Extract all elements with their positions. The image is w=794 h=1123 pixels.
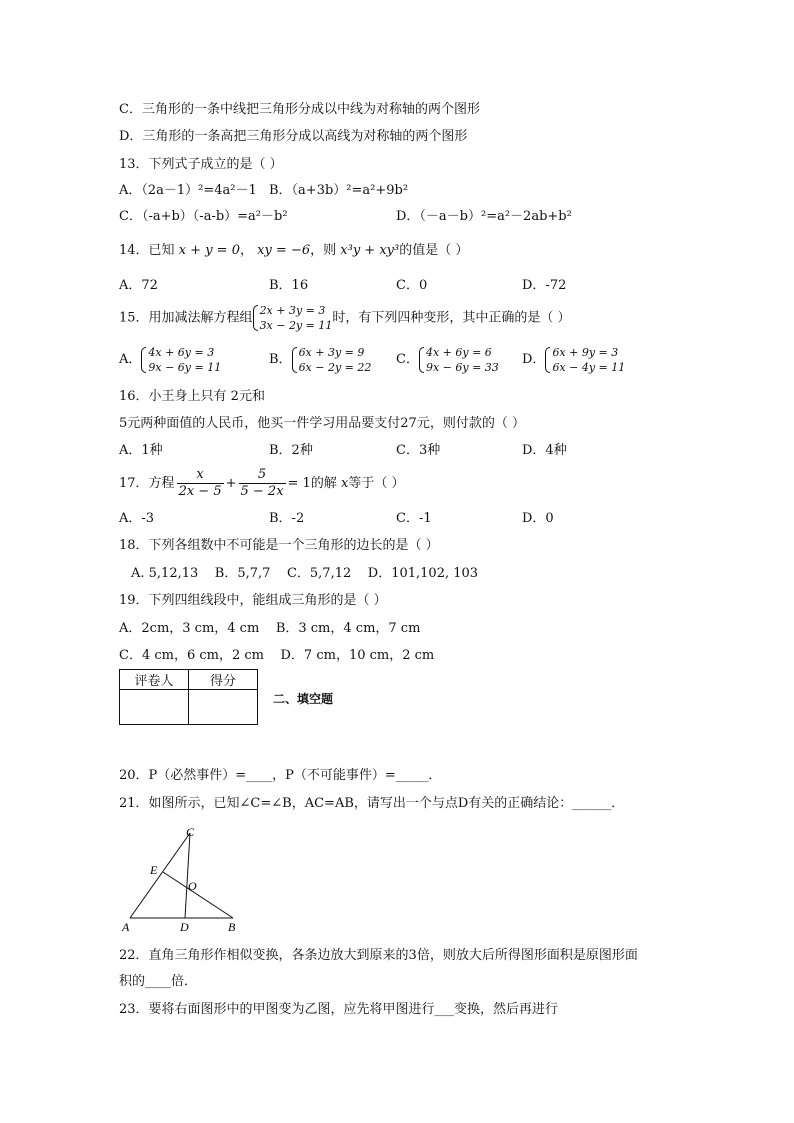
- q16-option-a: A．1种: [119, 443, 163, 458]
- score-table-header-score: 得分: [189, 670, 258, 690]
- q13-option-a: A．（2a－1）²=4a²－1: [119, 183, 257, 198]
- segment-ac: [130, 833, 190, 918]
- label-b: B: [228, 920, 236, 934]
- q13-option-c: C．（-a+b）（-a-b）=a²－b²: [119, 209, 288, 224]
- q15-text-1: 用加减法解方程组: [148, 310, 253, 326]
- q17-stem: [119, 466, 404, 502]
- q15-b-eq2: 6x − 2y = 22: [298, 360, 372, 374]
- q14-math-1: x + y = 0: [178, 243, 240, 258]
- label-d: D: [180, 920, 189, 934]
- label-c: C: [186, 825, 195, 839]
- section-title: 二、填空题: [273, 692, 334, 706]
- q19-options-line-1: A．2cm，3 cm，4 cm B．3 cm，4 cm，7 cm: [119, 621, 421, 636]
- score-table-score-cell: [189, 690, 258, 725]
- q15-label-c: C．: [396, 352, 419, 367]
- q17-option-c: C．-1: [396, 511, 432, 526]
- q14-math-2: xy = −6: [257, 243, 311, 258]
- label-e: E: [150, 863, 158, 877]
- q15-system-d: [545, 345, 625, 375]
- q15-number: 15．: [119, 310, 149, 326]
- q19-options-line-2: C．4 cm，6 cm，2 cm D．7 cm，10 cm，2 cm: [119, 648, 435, 663]
- q15-system-a: [141, 345, 221, 375]
- q15-b-eq1: 6x + 3y = 9: [298, 345, 365, 359]
- q14-number: 14．: [119, 243, 149, 258]
- q17-var: x: [340, 476, 349, 491]
- q15-option-c: [396, 343, 499, 377]
- segment-cd: [185, 833, 190, 918]
- q13-option-b: B．（a+3b）²=a²+9b²: [269, 183, 409, 198]
- q15-label-a: A．: [119, 352, 142, 367]
- q15-option-b: [269, 343, 371, 377]
- q16-line-2: 5元两种面值的人民币，他买一件学习用品要支付27元，则付款的（ ）: [119, 416, 525, 431]
- q19-stem: 19．下列四组线段中，能组成三角形的是（ ）: [119, 593, 387, 608]
- q15-option-d: [522, 343, 625, 377]
- q14-option-c: C．0: [396, 278, 428, 293]
- q15-a-eq1: 4x + 6y = 3: [148, 345, 215, 359]
- q17-equals: = 1: [287, 476, 311, 491]
- q15-system: [253, 303, 333, 333]
- q14-sep: ，: [239, 243, 253, 258]
- label-o: O: [188, 879, 197, 893]
- q20: 20．P（必然事件）=____，P（不可能事件）=_____．: [119, 768, 442, 783]
- q13-option-d: D．（－a－b）²=a²－2ab+b²: [396, 209, 572, 224]
- q15-system-b: [292, 345, 372, 375]
- q15-c-eq1: 4x + 6y = 6: [425, 345, 492, 359]
- q16-option-b: B．2种: [269, 443, 313, 458]
- q14-option-b: B．16: [269, 278, 309, 293]
- q12-option-c: C．三角形的一条中线把三角形分成以中线为对称轴的两个图形: [119, 102, 480, 117]
- q15-label-b: B．: [269, 352, 292, 367]
- q17-option-d: D．0: [522, 511, 554, 526]
- q17-text-1: 方程: [148, 476, 175, 491]
- q22-line-1: 22．直角三角形作相似变换，各条边放大到原来的3倍，则放大后所得图形面积是原图形面: [119, 948, 638, 963]
- q17-text-2: 的解: [310, 476, 337, 491]
- q14-option-d: D．-72: [522, 278, 567, 293]
- q16-option-d: D．4种: [522, 443, 567, 458]
- q17-text-3: 等于（ ）: [348, 476, 405, 491]
- score-table-grader-cell: [120, 690, 189, 725]
- q17-number: 17．: [119, 476, 149, 491]
- q14-stem: [119, 242, 468, 260]
- q17-fraction-2: [239, 467, 286, 500]
- q18-options: A. 5,12,13 B．5,7,7 C．5,7,12 D．101,102, 103: [131, 566, 479, 581]
- q15-a-eq2: 9x − 6y = 11: [148, 360, 222, 374]
- q15-option-a: [119, 343, 221, 377]
- q12-option-d: D．三角形的一条高把三角形分成以高线为对称轴的两个图形: [119, 129, 468, 144]
- q18-stem: 18．下列各组数中不可能是一个三角形的边长的是（ ）: [119, 538, 439, 553]
- q14-math-3: x³y + xy³: [340, 243, 400, 258]
- q17-f1-denominator: 2x − 5: [178, 484, 222, 499]
- q17-f2-denominator: 5 − 2x: [240, 484, 284, 499]
- triangle-figure: [120, 822, 250, 934]
- q14-text-1: 已知: [148, 243, 175, 258]
- q17-option-b: B．-2: [269, 511, 305, 526]
- q21: 21．如图所示，已知∠C=∠B，AC=AB，请写出一个与点D有关的正确结论：______．: [119, 796, 625, 811]
- q17-plus: +: [225, 476, 237, 491]
- q14-text-3: 的值是（ ）: [399, 243, 469, 258]
- q15-text-2: 时，有下列四种变形，其中正确的是（ ）: [332, 310, 571, 326]
- q15-equation-2: 3x − 2y = 11: [259, 319, 333, 332]
- q22-line-2: 积的____倍．: [119, 974, 198, 989]
- q16-line-1: 16．小王身上只有 2元和: [119, 389, 265, 404]
- q15-d-eq2: 6x − 4y = 11: [552, 360, 626, 374]
- q15-c-eq2: 9x − 6y = 33: [425, 360, 499, 374]
- q17-f1-numerator: x: [196, 467, 204, 482]
- q14-text-2: ，则: [310, 243, 337, 258]
- q15-system-c: [419, 345, 499, 375]
- score-table-header-grader: 评卷人: [120, 670, 189, 690]
- label-a: A: [122, 920, 130, 934]
- q15-stem: [119, 303, 571, 334]
- q17-f2-numerator: 5: [257, 467, 267, 482]
- q17-option-a: A．-3: [119, 511, 155, 526]
- score-table: [119, 669, 258, 725]
- q15-equation-1: 2x + 3y = 3: [259, 304, 326, 317]
- q23: 23．要将右面图形中的甲图变为乙图，应先将甲图进行___变换，然后再进行: [119, 1002, 559, 1017]
- q15-label-d: D．: [522, 352, 546, 367]
- q14-option-a: A．72: [119, 278, 158, 293]
- q13-stem: 13．下列式子成立的是（ ）: [119, 157, 283, 172]
- q16-option-c: C．3种: [396, 443, 441, 458]
- segment-eb: [163, 872, 233, 918]
- q17-fraction-1: [177, 467, 224, 500]
- q15-d-eq1: 6x + 9y = 3: [552, 345, 619, 359]
